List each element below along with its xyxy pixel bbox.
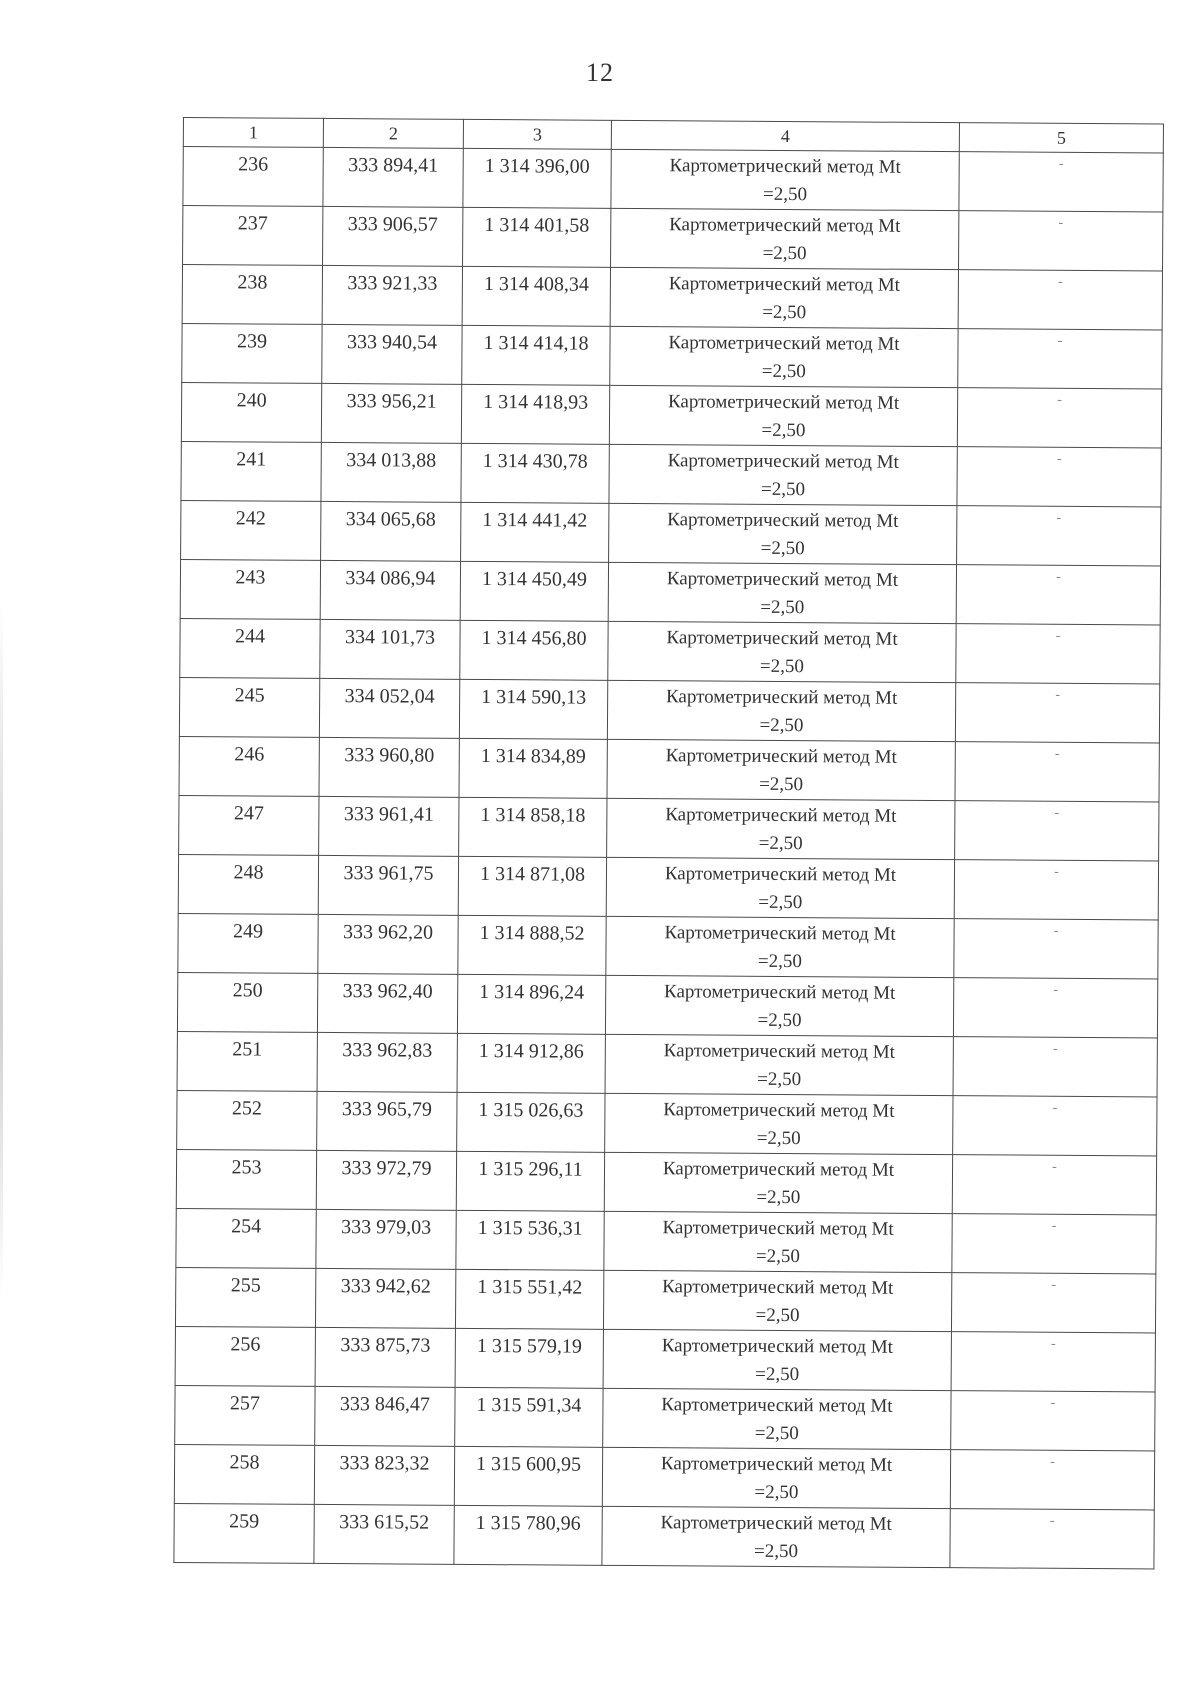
coord-x-cell: 333 962,40 [317,973,457,1033]
note-cell: - [959,152,1163,212]
method-text: Картометрический метод Mt [662,1217,894,1240]
method-cell [608,621,956,682]
note-cell: - [956,565,1160,625]
method-text: Картометрический метод Mt [667,450,899,473]
coord-x-cell: 333 615,52 [314,1504,454,1564]
table-row [174,1444,1154,1509]
method-text: Картометрический метод Mt [669,155,901,178]
coord-y-cell: 1 314 896,24 [457,974,605,1034]
table-row [176,1149,1156,1214]
coord-y-cell: 1 314 441,42 [461,502,609,562]
accuracy-text: =2,50 [755,1304,800,1327]
coord-y-cell: 1 314 450,49 [460,561,608,621]
note-cell: - [957,506,1161,566]
method-text: Картометрический метод Mt [667,391,900,414]
point-number-cell: 240 [181,382,321,442]
point-number-cell: 242 [181,500,321,560]
note-cell: - [953,1037,1157,1097]
table-row [176,1208,1156,1273]
table-row [181,382,1161,447]
accuracy-text: =2,50 [760,596,805,619]
point-number-cell: 250 [177,972,317,1032]
note-cell: - [956,624,1160,684]
coord-x-cell: 333 846,47 [315,1386,455,1446]
method-cell [607,739,955,800]
coord-x-cell: 333 961,41 [319,796,459,856]
method-cell [609,444,957,505]
note-cell: - [950,1450,1154,1510]
coord-x-cell: 333 875,73 [315,1327,455,1387]
method-cell [609,503,957,564]
note-cell: - [955,801,1159,861]
point-number-cell: 237 [183,206,323,266]
point-number-cell: 251 [177,1031,317,1091]
coord-y-cell: 1 315 579,19 [455,1328,603,1388]
table-row [179,795,1159,860]
coord-x-cell: 333 940,54 [322,324,462,384]
method-text: Картометрический метод Mt [669,214,901,237]
method-cell [607,680,955,741]
coord-y-cell: 1 314 401,58 [463,207,611,267]
note-cell: - [953,1096,1157,1156]
point-number-cell: 254 [176,1208,316,1268]
method-text: Картометрический метод Mt [662,1276,894,1299]
coord-x-cell: 333 894,41 [323,147,463,207]
point-number-cell: 257 [175,1385,315,1445]
coord-x-cell: 333 823,32 [314,1445,454,1505]
note-cell: - [955,683,1159,743]
coord-y-cell: 1 314 912,86 [457,1033,605,1093]
method-cell [611,208,959,269]
coord-x-cell: 333 961,75 [318,855,458,915]
coord-y-cell: 1 315 536,31 [456,1210,604,1270]
point-number-cell: 255 [175,1267,315,1327]
method-text: Картометрический метод Mt [665,745,897,768]
coord-x-cell: 334 086,94 [320,560,460,620]
coordinates-table-wrapper [173,117,1163,1569]
coord-x-cell: 333 962,20 [318,914,458,974]
point-number-cell: 246 [179,736,319,796]
point-number-cell: 248 [178,854,318,914]
method-cell [608,562,956,623]
coord-y-cell: 1 315 780,96 [454,1505,602,1565]
accuracy-text: =2,50 [757,1009,802,1032]
header-col-5: 5 [959,123,1163,153]
point-number-cell: 247 [179,795,319,855]
accuracy-text: =2,50 [760,478,806,501]
method-text: Картометрический метод Mt [664,863,897,886]
coord-y-cell: 1 314 858,18 [459,797,607,857]
note-cell: - [957,388,1161,448]
method-cell [611,149,959,210]
point-number-cell: 241 [181,441,321,501]
accuracy-text: =2,50 [759,655,804,678]
method-text: Картометрический метод Mt [664,922,896,945]
table-row [178,854,1158,919]
table-row [182,265,1162,330]
table-row [180,559,1160,624]
point-number-cell: 236 [183,147,323,207]
table-row [181,500,1161,565]
method-cell [610,267,958,328]
coord-y-cell: 1 314 396,00 [463,148,611,208]
point-number-cell: 253 [176,1149,316,1209]
method-text: Картометрический метод Mt [663,1040,895,1063]
coord-y-cell: 1 315 296,11 [456,1151,604,1211]
method-cell [610,326,958,387]
accuracy-text: =2,50 [753,1540,799,1563]
method-text: Картометрический метод Mt [667,509,899,532]
method-text: Картометрический метод Mt [662,1158,895,1181]
coord-y-cell: 1 315 591,34 [455,1387,603,1447]
note-cell: - [954,860,1158,920]
point-number-cell: 239 [182,323,322,383]
table-row [181,441,1161,506]
note-cell: - [951,1273,1155,1333]
accuracy-text: =2,50 [757,1068,802,1091]
note-cell: - [955,742,1159,802]
method-text: Картометрический метод Mt [668,332,900,355]
table-row [179,736,1159,801]
accuracy-text: =2,50 [758,832,803,855]
method-cell [606,916,954,977]
table-row [175,1267,1155,1332]
accuracy-text: =2,50 [755,1245,801,1268]
point-number-cell: 243 [180,559,320,619]
point-number-cell: 249 [178,913,318,973]
method-text: Картометрический метод Mt [665,686,898,709]
point-number-cell: 245 [179,677,319,737]
table-row [175,1385,1155,1450]
coord-y-cell: 1 314 430,78 [461,443,609,503]
table-row [179,677,1159,742]
method-cell [602,1447,950,1508]
coord-x-cell: 334 065,68 [321,501,461,561]
note-cell: - [958,270,1162,330]
header-col-3: 3 [463,119,611,149]
table-row [180,618,1160,683]
coord-y-cell: 1 314 590,13 [459,679,607,739]
accuracy-text: =2,50 [754,1481,799,1504]
method-text: Картометрический метод Mt [668,273,901,296]
table-row [177,1031,1157,1096]
coord-y-cell: 1 314 456,80 [460,620,608,680]
accuracy-text: =2,50 [761,419,806,442]
method-cell [607,798,955,859]
method-text: Картометрический метод Mt [660,1453,893,1476]
table-body [174,147,1163,1569]
method-cell [605,1034,953,1095]
coord-y-cell: 1 315 026,63 [457,1092,605,1152]
note-cell: - [958,329,1162,389]
method-cell [603,1388,951,1449]
coord-y-cell: 1 314 871,08 [458,856,606,916]
coord-y-cell: 1 314 414,18 [462,325,610,385]
method-text: Картометрический метод Mt [666,568,899,591]
coord-y-cell: 1 315 600,95 [454,1446,602,1506]
coord-x-cell: 333 972,79 [316,1150,456,1210]
note-cell: - [950,1509,1154,1569]
table-row [174,1503,1154,1568]
accuracy-text: =2,50 [759,714,804,737]
point-number-cell: 252 [177,1090,317,1150]
table-row [183,206,1163,271]
header-col-1: 1 [183,118,323,148]
coord-y-cell: 1 315 551,42 [455,1269,603,1329]
method-text: Картометрический метод Mt [661,1335,894,1358]
method-cell [605,1093,953,1154]
coord-x-cell: 333 921,33 [322,265,462,325]
accuracy-text: =2,50 [762,301,807,324]
method-cell [604,1152,952,1213]
header-col-4: 4 [611,120,959,151]
note-cell: - [952,1155,1156,1215]
table-row [177,1090,1157,1155]
note-cell: - [957,447,1161,507]
method-cell [603,1329,951,1390]
accuracy-text: =2,50 [762,242,807,265]
coord-x-cell: 334 013,88 [321,442,461,502]
method-cell [604,1211,952,1272]
method-text: Картометрический метод Mt [664,981,896,1004]
coord-x-cell: 333 960,80 [319,737,459,797]
method-cell [605,975,953,1036]
table-row [177,972,1157,1037]
header-col-2: 2 [323,118,463,148]
accuracy-text: =2,50 [755,1363,800,1386]
method-text: Картометрический метод Mt [661,1394,893,1417]
coord-x-cell: 333 906,57 [323,206,463,266]
coord-x-cell: 333 965,79 [317,1091,457,1151]
table-row [178,913,1158,978]
coord-x-cell: 333 942,62 [315,1268,455,1328]
method-text: Картометрический метод Mt [665,804,897,827]
method-text: Картометрический метод Mt [660,1512,892,1535]
point-number-cell: 244 [180,618,320,678]
coord-x-cell: 333 956,21 [321,383,461,443]
method-cell [606,857,954,918]
accuracy-text: =2,50 [754,1422,799,1445]
page-number: 12 [586,58,614,87]
coord-y-cell: 1 314 834,89 [459,738,607,798]
note-cell: - [953,978,1157,1038]
accuracy-text: =2,50 [756,1186,801,1209]
accuracy-text: =2,50 [762,183,808,206]
table-row [175,1326,1155,1391]
accuracy-text: =2,50 [756,1127,801,1150]
coord-y-cell: 1 314 408,34 [462,266,610,326]
coord-y-cell: 1 314 418,93 [461,384,609,444]
table-row [182,323,1162,388]
note-cell: - [954,919,1158,979]
coord-x-cell: 333 962,83 [317,1032,457,1092]
accuracy-text: =2,50 [761,360,806,383]
accuracy-text: =2,50 [760,537,805,560]
coord-x-cell: 334 101,73 [320,619,460,679]
method-cell [603,1270,951,1331]
coord-y-cell: 1 314 888,52 [458,915,606,975]
note-cell: - [951,1391,1155,1451]
method-text: Картометрический метод Mt [663,1099,895,1122]
note-cell: - [959,211,1163,271]
scan-shadow-edge [0,600,3,1300]
point-number-cell: 258 [174,1444,314,1504]
method-text: Картометрический метод Mt [666,627,898,650]
method-cell [609,385,957,446]
coord-x-cell: 334 052,04 [319,678,459,738]
table-row [183,147,1163,212]
accuracy-text: =2,50 [757,950,802,973]
method-cell [602,1506,950,1567]
coordinates-table [173,117,1164,1569]
point-number-cell: 256 [175,1326,315,1386]
coord-x-cell: 333 979,03 [316,1209,456,1269]
point-number-cell: 259 [174,1503,314,1563]
note-cell: - [951,1332,1155,1392]
note-cell: - [952,1214,1156,1274]
point-number-cell: 238 [182,265,322,325]
accuracy-text: =2,50 [758,891,803,914]
accuracy-text: =2,50 [759,773,804,796]
